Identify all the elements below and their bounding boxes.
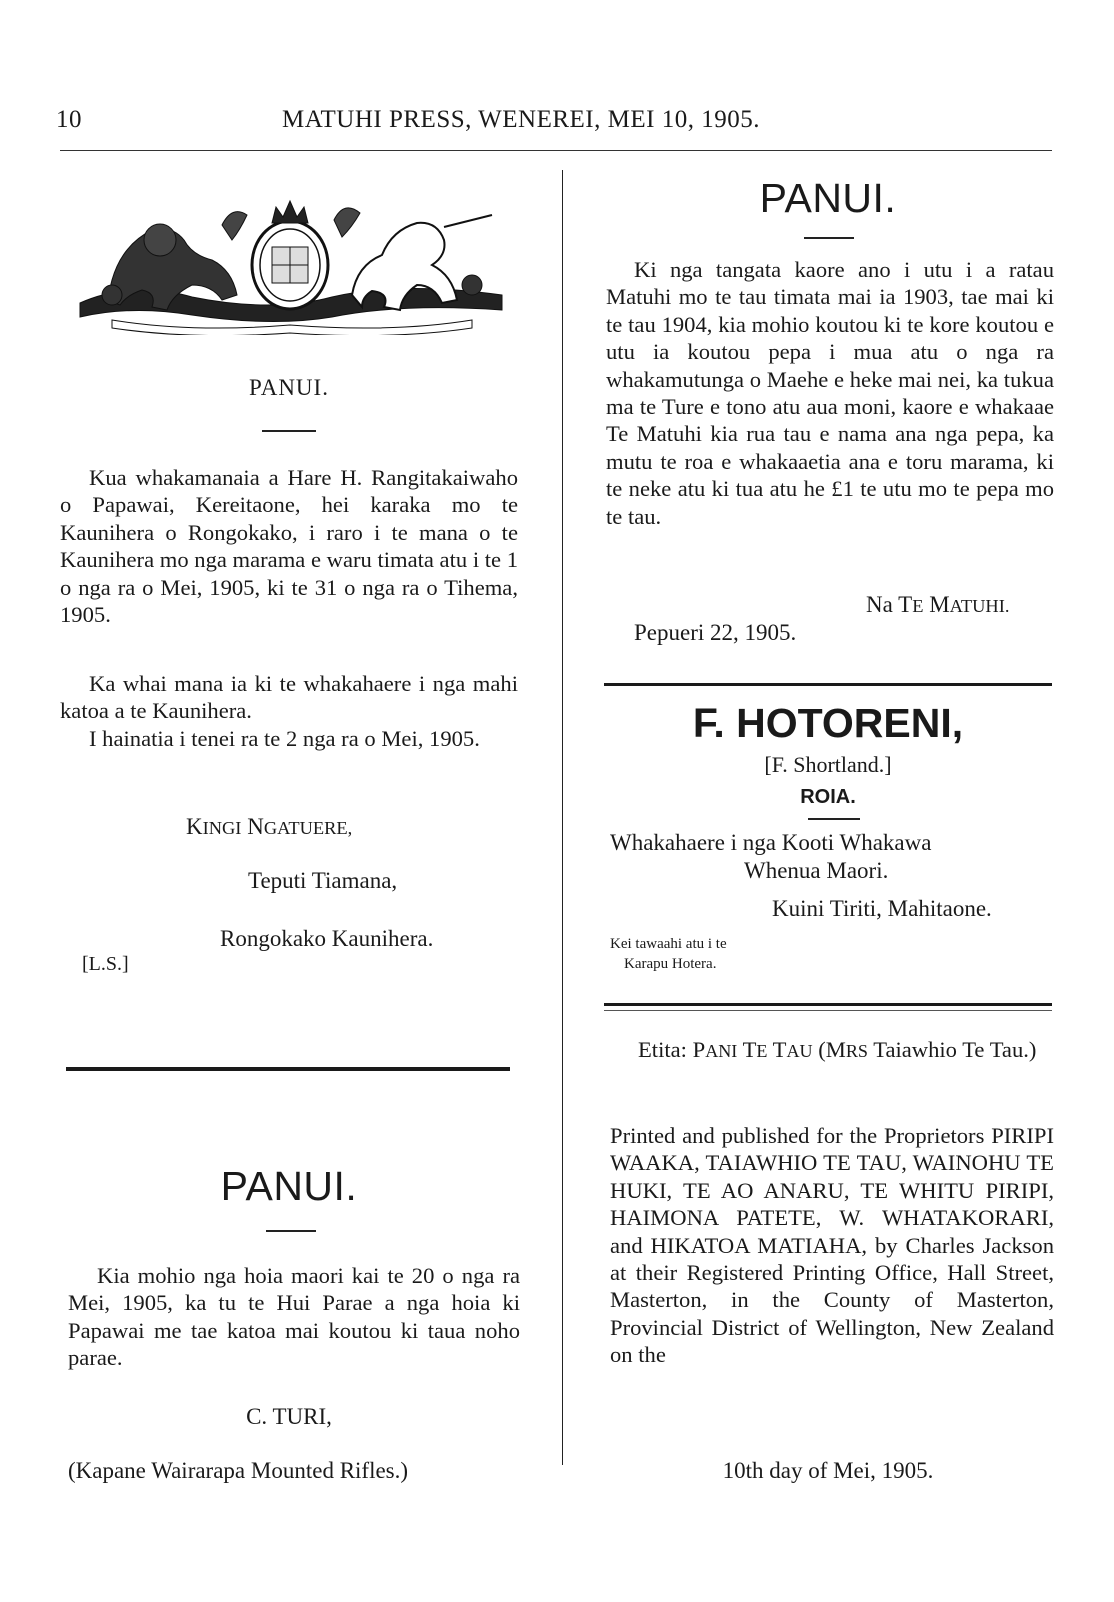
ad-location-line2: Karapu Hotera. — [624, 956, 717, 972]
right-notice-date: Pepueri 22, 1905. — [634, 620, 797, 645]
right-rule-2b — [604, 1010, 1052, 1011]
right-notice-para1: Ki nga tangata kaore ano i utu i a ratau Matuhi mo te tau timata mai ia 1903, tae mai ki te tau 1904, kia mohio koutou ki te kore koutou e utu ia koutou pepa i mua atu o nga ra whakamutunga o Maehe e heke mai nei, ka tukua ma te Ture e tono atu aua moni, kaore e whakaae Te Matuhi kia rua tau e nama ana nga pepa, ka mutu te roa e whakaaetia ana e toru marama, ki te neke atu ki tua atu he £1 te utu mo te pepa mo te tau. — [606, 257, 1054, 529]
imprint-date: 10th day of Mei, 1905. — [722, 1458, 934, 1483]
notice2-heading: PANUI. — [220, 1163, 358, 1209]
advertiser-name: F. HOTORENI, — [692, 700, 964, 746]
ad-line3: Kuini Tiriti, Mahitaone. — [772, 896, 992, 921]
notice1-para2: Ka whai mana ia ki te whakahaere i nga mahi katoa a te Kaunihera. — [60, 671, 518, 724]
notice1-signature-org: Rongokako Kaunihera. — [220, 926, 434, 951]
editor-line: Etita: PANI TE TAU (MRS Taiawhio Te Tau.) — [638, 1037, 1037, 1062]
notice2-unit: (Kapane Wairarapa Mounted Rifles.) — [68, 1458, 409, 1483]
advertiser-alias: [F. Shortland.] — [764, 752, 892, 777]
notice2-para1: Kia mohio nga hoia maori kai te 20 o nga ra Mei, 1905, ka tu te Hui Parae a nga hoia ki Papawai me tae katoa mai koutou ki taua noho parae. — [68, 1263, 520, 1371]
page-number: 10 — [56, 106, 82, 133]
notice2-short-rule — [266, 1230, 316, 1232]
right-notice-short-rule — [804, 237, 854, 239]
ad-short-rule — [808, 818, 860, 820]
right-rule-1 — [604, 683, 1052, 686]
notice1-signature-title: Teputi Tiamana, — [248, 868, 398, 893]
notice1-para3: I hainatia i tenei ra te 2 nga ra o Mei, 1905. — [89, 726, 480, 751]
ad-line2: Whenua Maori. — [744, 858, 889, 883]
right-rule-2 — [604, 1003, 1052, 1006]
ad-line1: Whakahaere i nga Kooti Whakawa — [610, 830, 932, 855]
notice1-signature-name: KINGI NGATUERE, — [186, 814, 353, 839]
notice2-signature: C. TURI, — [246, 1404, 332, 1429]
right-notice-heading: PANUI. — [759, 175, 897, 221]
advertiser-profession: ROIA. — [800, 786, 856, 808]
right-notice-signature: Na TE MATUHI. — [866, 592, 1010, 617]
imprint-body: Printed and published for the Proprietors PIRIPI WAAKA, TAIAWHIO TE TAU, WAINOHU TE HUKI, TE AO ANARU, TE WHITU PIRIPI, HAIMONA PATETE, W. WHATAKORARI, and HIKATOA MATIAHA, by Charles Jackson at their Registered Printing Office, Hall Street, Masterton, in the County of Masterton, Provincial District of Wellington, New Zealand on the — [610, 1123, 1054, 1368]
header-rule — [60, 150, 1052, 151]
notice1-para1: Kua whakamanaia a Hare H. Rangitakaiwaho o Papawai, Kereitaone, hei karaka mo te Kaunihera o Rongokako, i raro i te mana o te Kaunihera mo nga marama e waru timata atu i te 1 o nga ra o Mei, 1905, ki te 31 o nga ra o Tihema, 1905. — [60, 465, 518, 628]
seal-mark: [L.S.] — [82, 953, 129, 975]
notice1-short-rule — [262, 430, 316, 432]
notice1-heading: PANUI. — [249, 375, 329, 400]
ad-location-line1: Kei tawaahi atu i te — [610, 936, 727, 952]
left-section-rule — [66, 1067, 510, 1071]
masthead: MATUHI PRESS, WENEREI, MEI 10, 1905. — [282, 106, 760, 133]
editor-name: PANI TE TAU (MRS Taiawhio Te Tau.) — [692, 1037, 1037, 1062]
coat-of-arms — [72, 185, 510, 335]
column-divider — [562, 170, 563, 1465]
